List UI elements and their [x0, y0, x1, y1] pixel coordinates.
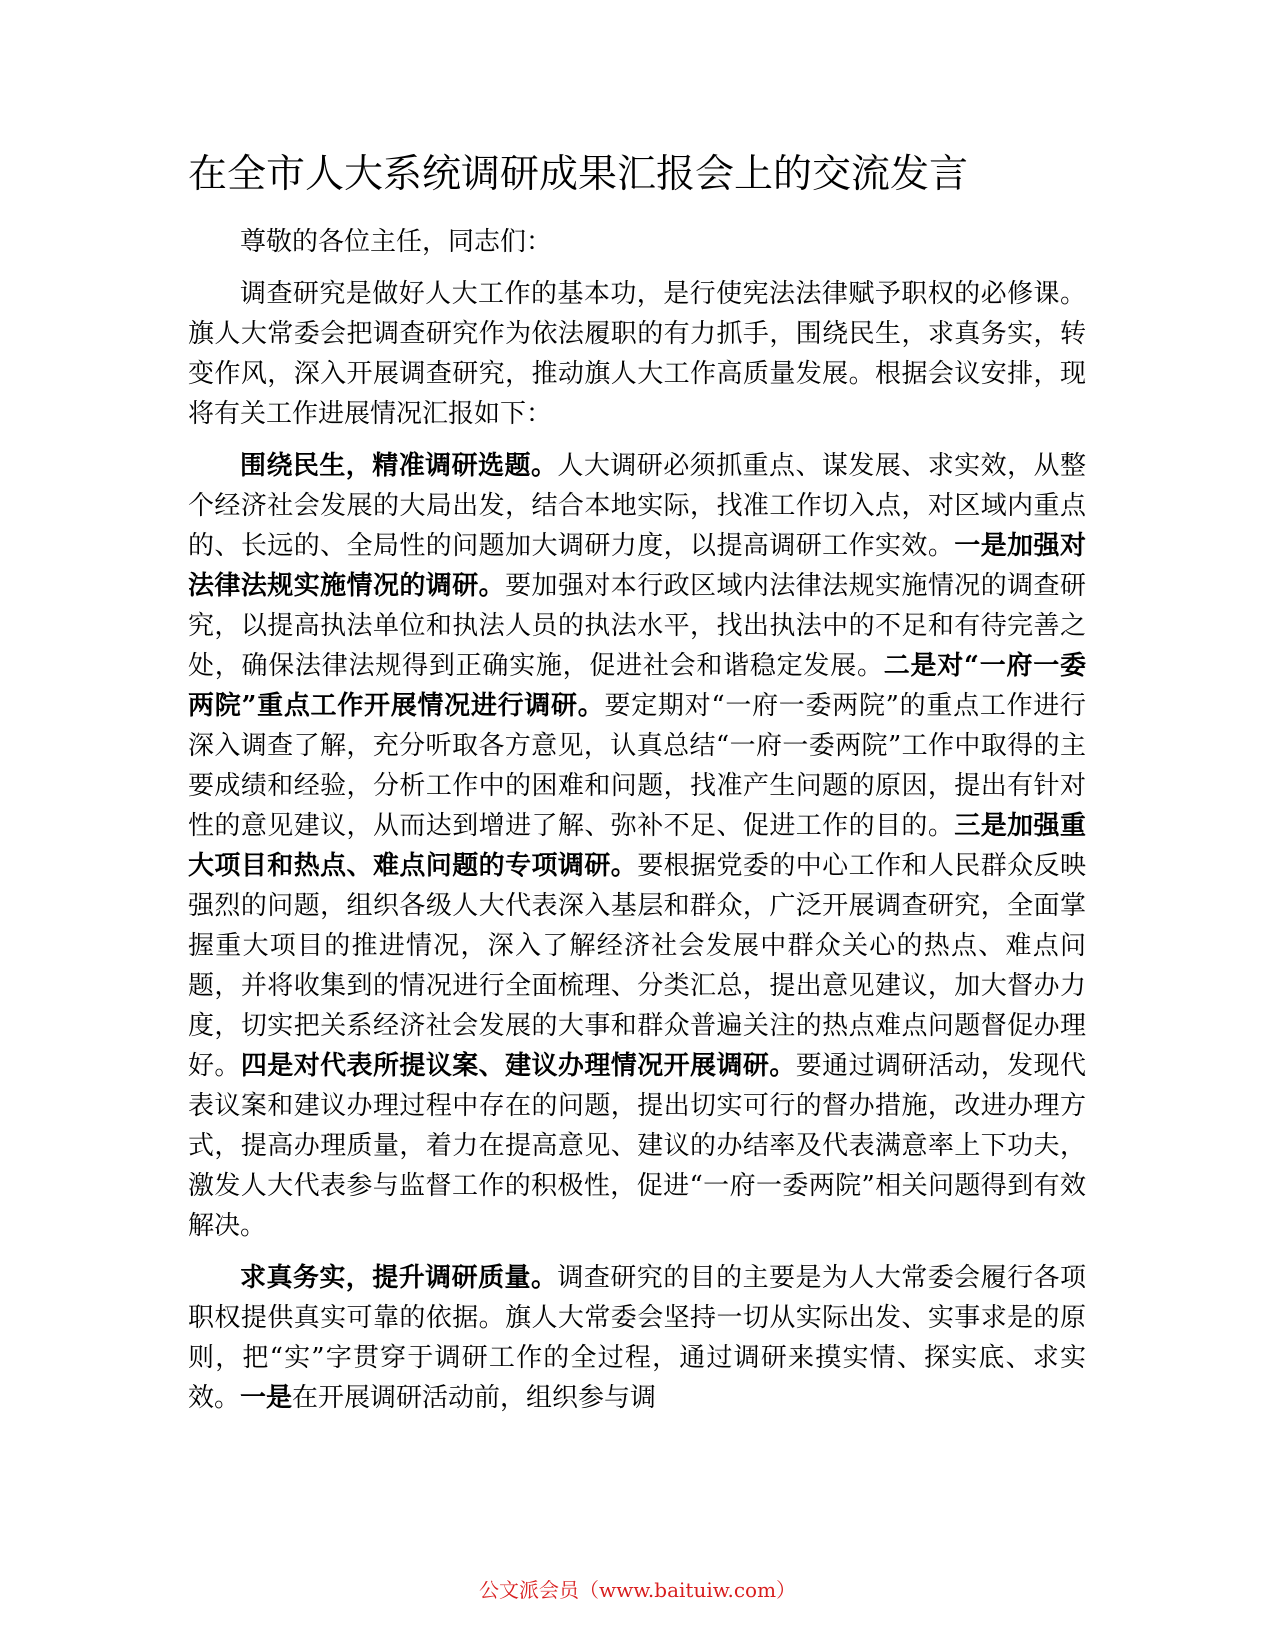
document-page	[188, 0, 1086, 1650]
document-body	[188, 222, 1086, 1430]
document-title: 在全市人大系统调研成果汇报会上的交流发言	[188, 152, 969, 197]
section-1-point-4-text: 要通过调研活动，发现代表议案和建议办理过程中存在的问题，提出切实可行的督办措施，改进办理方式，提高办理质量，着力在提高意见、建议的办结率及代表满意率上下功夫，激发人大代表参与监督工作的积极性，促进“一府一委两院”相关问题得到有效解决。	[188, 1051, 1086, 1241]
footer-watermark: 公文派会员（www.baituiw.com）	[478, 1578, 797, 1602]
section-2-paragraph	[188, 1258, 1086, 1418]
section-2-point-1: 一是	[240, 1383, 293, 1413]
section-1-paragraph	[188, 446, 1086, 1246]
section-2-text: 调查研究的目的主要是为人大常委会履行各项职权提供真实可靠的依据。旗人大常委会坚持一切从实际出发、实事求是的原则，把“实”字贯穿于调研工作的全过程，通过调研来摸实情、探实底、求实效。	[188, 1263, 1086, 1413]
section-1-point-2: 二是对“一府一委两院”重点工作开展情况进行调研。	[188, 651, 1086, 721]
section-1-text: 人大调研必须抓重点、谋发展、求实效，从整个经济社会发展的大局出发，结合本地实际，找准工作切入点，对区域内重点的、长远的、全局性的问题加大调研力度，以提高调研工作实效。	[188, 451, 1086, 561]
section-1-point-3: 三是加强重大项目和热点、难点问题的专项调研。	[188, 811, 1086, 881]
greeting-paragraph: 尊敬的各位主任，同志们：	[240, 227, 553, 257]
section-1-point-1-text: 要加强对本行政区域内法律法规实施情况的调查研究，以提高执法单位和执法人员的执法水平，找出执法中的不足和有待完善之处，确保法律法规得到正确实施，促进社会和谐稳定发展。	[188, 571, 1086, 681]
intro-paragraph: 调查研究是做好人大工作的基本功，是行使宪法法律赋予职权的必修课。旗人大常委会把调查研究作为依法履职的有力抓手，围绕民生，求真务实，转变作风，深入开展调查研究，推动旗人大工作高质量发展。根据会议安排，现将有关工作进展情况汇报如下：	[188, 279, 1086, 429]
section-2-heading: 求真务实，提升调研质量。	[240, 1263, 558, 1293]
section-1-heading: 围绕民生，精准调研选题。	[240, 451, 558, 481]
section-1-point-2-text: 要定期对“一府一委两院”的重点工作进行深入调查了解，充分听取各方意见，认真总结“一府一委两院”工作中取得的主要成绩和经验，分析工作中的困难和问题，找准产生问题的原因，提出有针对性的意见建议，从而达到增进了解、弥补不足、促进工作的目的。	[188, 691, 1086, 841]
section-1-point-4: 四是对代表所提议案、建议办理情况开展调研。	[240, 1051, 796, 1081]
section-1-point-1: 一是加强对法律法规实施情况的调研。	[188, 531, 1086, 601]
section-2-point-1-text: 在开展调研活动前，组织参与调	[292, 1383, 657, 1413]
section-1-point-3-text: 要根据党委的中心工作和人民群众反映强烈的问题，组织各级人大代表深入基层和群众，广泛开展调查研究，全面掌握重大项目的推进情况，深入了解经济社会发展中群众关心的热点、难点问题，并将收集到的情况进行全面梳理、分类汇总，提出意见建议，加大督办力度，切实把关系经济社会发展的大事和群众普遍关注的热点难点问题督促办理好。	[188, 851, 1086, 1081]
